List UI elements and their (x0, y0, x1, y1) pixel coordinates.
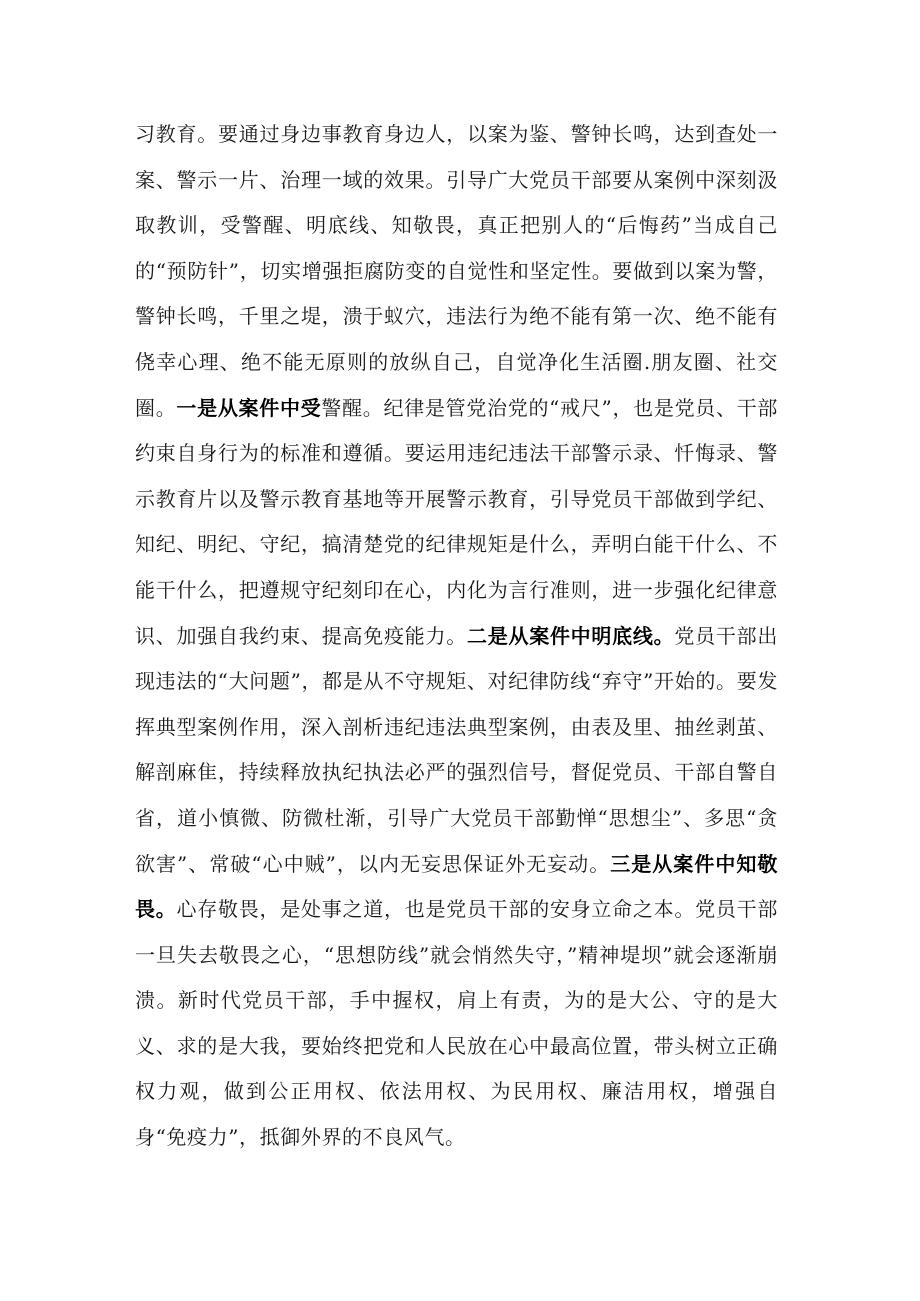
paragraph-text-1: 习教育。要通过身边事教育身边人，以案为鉴、警钟长鸣，达到查处一案、警示一片、治理一域的效果。引导广大党员干部要从案例中深刻汲取教训，受警醒、明底线、知敬畏，真正把别人的“后悔药”当成自己的“预防针”，切实增强拒腐防变的自觉性和坚定性。要做到以案为警，警钟长鸣，千里之堤，溃于蚁穴，违法行为绝不能有第一次、绝不能有侥幸心理、绝不能无原则的放纵自己，自觉净化生活圈.朋友圈、社交圈。 (135, 122, 778, 420)
body-paragraph (135, 112, 778, 1161)
point-heading-2: 二是从案件中明底线。 (466, 623, 675, 648)
document-page (135, 112, 778, 1161)
point-heading-3: 三是从案件中知敬畏。 (135, 851, 778, 922)
paragraph-text-4: 心存敬畏，是处事之道，也是党员干部的安身立命之本。党员干部一旦失去敬畏之心，“思想防线”就会悄然失守，”精神堤坝”就会逐渐崩溃。新时代党员干部，手中握权，肩上有责，为的是大公、守的是大义、求的是大我，要始终把党和人民放在心中最高位置，带头树立正确权力观，做到公正用权、依法用权、为民用权、廉洁用权，增强自身“免疫力”，抵御外界的不良风气。 (135, 897, 778, 1150)
point-heading-1: 一是从案件中受 (176, 395, 322, 420)
paragraph-text-2: 警醒。纪律是管党治党的“戒尺”，也是党员、干部约束自身行为的标准和遵循。要运用违纪违法干部警示录、忏悔录、警示教育片以及警示教育基地等开展警示教育，引导党员干部做到学纪、知纪、明纪、守纪，搞清楚党的纪律规矩是什么，弄明白能干什么、不能干什么，把遵规守纪刻印在心，内化为言行准则，进一步强化纪律意识、加强自我约束、提高免疫能力。 (135, 395, 779, 648)
paragraph-text-3: 党员干部出现违法的“大问题”，都是从不守规矩、对纪律防线“弃守”开始的。要发挥典型案例作用，深入剖析违纪违法典型案例，由表及里、抽丝剥茧、解剖麻隹，持续释放执纪执法必严的强烈信号，督促党员、干部自警自省，道小慎微、防微杜渐，引导广大党员干部勤惮“思想尘”、多思“贪欲害”、常破“心中贼”，以内无妄思保证外无妄动。 (135, 623, 779, 876)
